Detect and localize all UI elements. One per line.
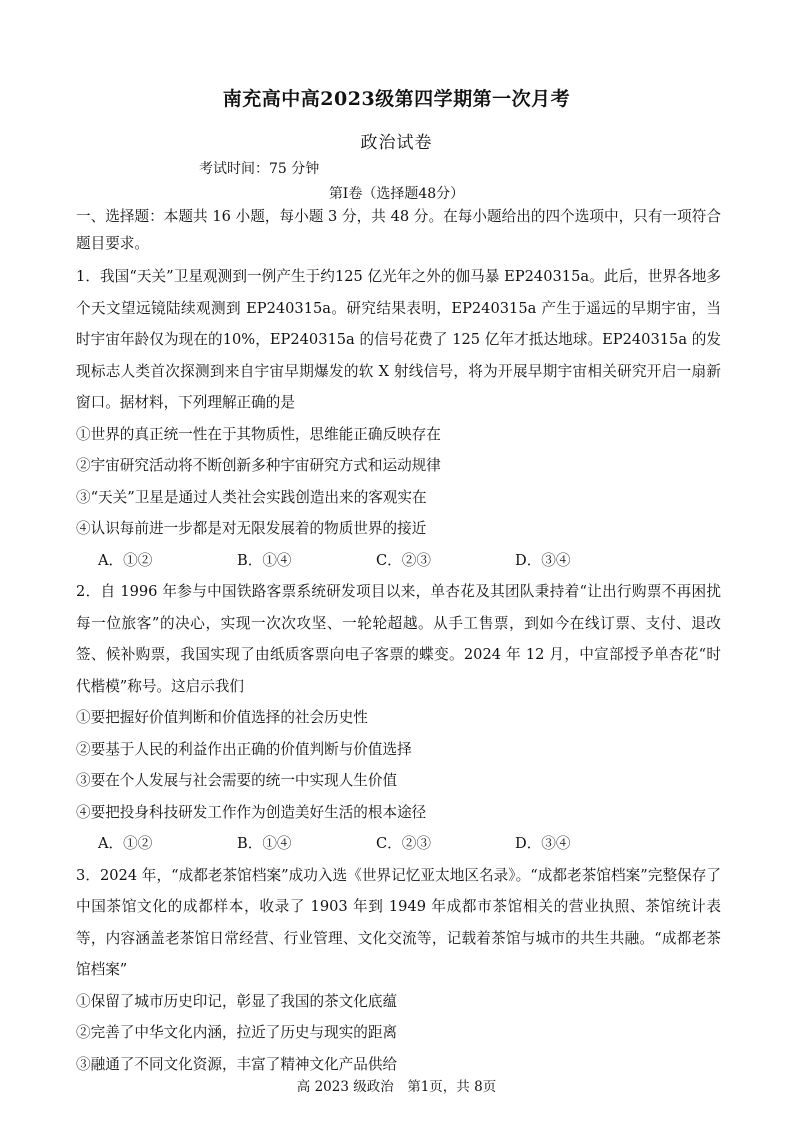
choice-c: C．②③ xyxy=(376,551,431,569)
question-3-stem: 3．2024 年，“成都老茶馆档案”成功入选《世界记忆亚太地区名录》。“成都老茶馆档案”完整保存了中国茶馆文化的成都样本，收录了 1903 年到 1949 年成都市茶馆相关的营业执照、茶馆统计表等，内容涵盖老茶馆日常经营、行业管理、文化交流等，记载着茶馆与城市的共生共融。“成都老茶馆档案” xyxy=(76,866,721,978)
questions-content xyxy=(76,203,721,1080)
question-3-option: ①保留了城市历史印记，彰显了我国的茶文化底蕴 xyxy=(76,992,398,1010)
question-2-option: ②要基于人民的利益作出正确的价值判断与价值选择 xyxy=(76,740,412,758)
question-1-choices xyxy=(76,545,721,577)
section-heading: 一、选择题：本题共 16 小题，每小题 3 分，共 48 分。在每小题给出的四个选项中，只有一项符合题目要求。 xyxy=(76,208,721,252)
question-3-option: ③融通了不同文化资源，丰富了精神文化产品供给 xyxy=(76,1055,398,1073)
question-3-option: ②完善了中华文化内涵，拉近了历史与现实的距离 xyxy=(76,1024,398,1041)
question-2-option: ④要把投身科技研发工作作为创造美好生活的根本途径 xyxy=(76,803,427,821)
choice-b: B．①④ xyxy=(237,551,292,569)
question-2-option: ③要在个人发展与社会需要的统一中实现人生价值 xyxy=(76,772,398,789)
choice-a: A．①② xyxy=(98,551,153,569)
question-2-option: ①要把握好价值判断和价值选择的社会历史性 xyxy=(76,709,368,726)
choice-d: D．③④ xyxy=(515,835,571,852)
paper-subtitle: 政治试卷 xyxy=(360,133,433,153)
choice-c: C．②③ xyxy=(376,835,431,852)
question-1-stem: 1．我国“天关”卫星观测到一例产生于约125 亿光年之外的伽马暴 EP240315a。此后，世界各地多个天文望远镜陆续观测到 EP240315a。研究结果表明，EP240315a 产生于遥远的早期宇宙，当时宇宙年龄仅为现在的10%，EP240315a 的信号花费了 125 亿年才抵达地球。EP240315a 的发现标志人类首次探测到来自宇宙早期爆发的软 X 射线信号，将为开展早期宇宙相关研究开启一扇新窗口。据材料，下列理解正确的是 xyxy=(76,268,721,411)
choice-b: B．①④ xyxy=(237,835,292,852)
volume-heading: 第Ⅰ卷（选择题48分） xyxy=(328,186,465,202)
page-title: 南充高中高2023级第四学期第一次月考 xyxy=(222,88,571,110)
question-2-choices xyxy=(76,828,721,860)
question-1-option: ①世界的真正统一性在于其物质性，思维能正确反映存在 xyxy=(76,425,441,443)
question-2-stem: 2．自 1996 年参与中国铁路客票系统研发项目以来，单杏花及其团队秉持着“让出行购票不再困扰每一位旅客”的决心，实现一次次攻坚、一轮轮超越。从手工售票，到如今在线订票、支付、退改签、候补购票，我国实现了由纸质客票向电子客票的蝶变。2024 年 12 月，中宣部授予单杏花“时代楷模”称号。这启示我们 xyxy=(76,583,721,695)
choice-d: D．③④ xyxy=(515,551,571,569)
choice-a: A．①② xyxy=(98,835,153,852)
question-1-option: ④认识每前进一步都是对无限发展着的物质世界的接近 xyxy=(76,520,427,537)
exam-time: 考试时间：75 分钟 xyxy=(199,161,320,177)
question-1-option: ③“天关”卫星是通过人类社会实践创造出来的客观实在 xyxy=(76,488,427,506)
page-footer: 高 2023 级政治 第1页，共 8页 xyxy=(296,1079,497,1095)
question-1-option: ②宇宙研究活动将不断创新多种宇宙研究方式和运动规律 xyxy=(76,457,441,474)
